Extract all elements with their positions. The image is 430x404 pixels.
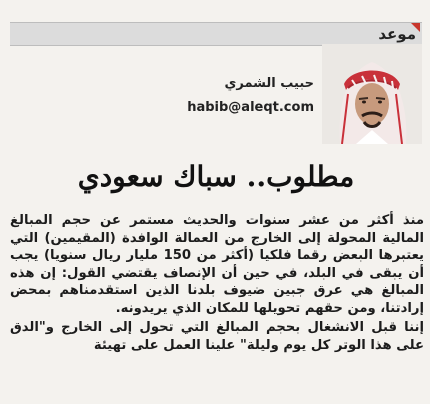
- author-photo: [322, 44, 422, 144]
- article-body: [10, 212, 424, 354]
- column-header-bar: [10, 22, 422, 46]
- article-paragraph: إننا قبل الانشغال بحجم المبالغ التي تحول إلى الخارج و"الدق على هذا الوتر كل يوم وليلة" علينا العمل على تهيئة: [10, 320, 424, 353]
- author-portrait-icon: [322, 44, 422, 144]
- author-name: حبيب الشمري: [224, 76, 314, 91]
- author-email: habib@aleqt.com: [187, 100, 314, 115]
- article-headline: مطلوب.. سباك سعودي: [77, 160, 355, 193]
- article-paragraph: منذ أكثر من عشر سنوات والحديث مستمر عن حجم المبالغ المالية المحولة إلى الخارج من العمالة الوافدة (المقيمين) التي يعتبرها البعض رقما فلكيا (أكثر من 150 مليار ريال سنويا) يجب أن يبقى في البلد، في حين أن الإنصاف يقتضي القول: إن هذه المبالغ هي عرق جبين ضيوف بلدنا الذين استقدمناهم بمحض إرادتنا، ومن حقهم تحويلها للمكان الذي يريدونه.: [10, 213, 424, 316]
- column-name: موعد: [378, 25, 416, 43]
